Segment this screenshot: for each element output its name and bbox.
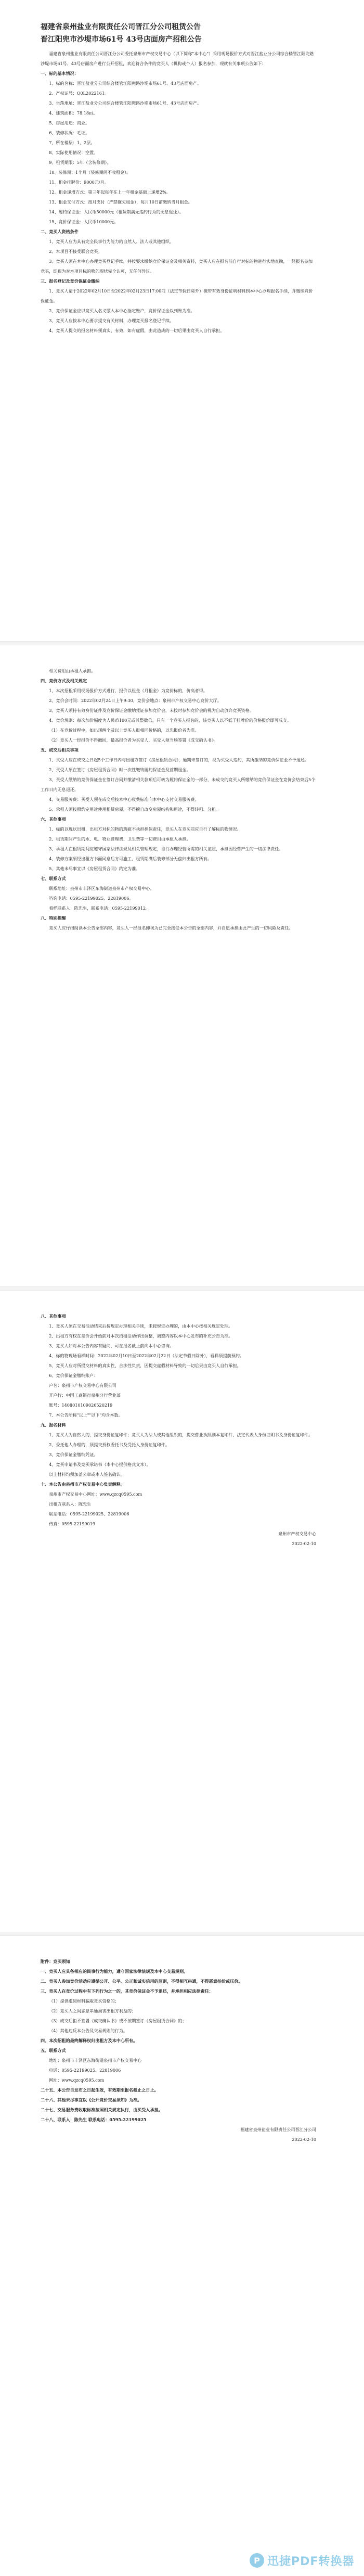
paragraph: 15、竞价保证金：人民币10000元。 xyxy=(49,219,119,224)
paragraph: 福建省泉州盐业有限责任公司晋江分公司 xyxy=(240,2127,316,2132)
paragraph: 泉州市产权交易中心网址：www.qzcq0595.com xyxy=(49,1491,142,1497)
paragraph: 4、竞买申请书及竞买承诺书（本中心提供格式文本）。 xyxy=(49,1462,151,1467)
page-1-body xyxy=(41,21,316,336)
paragraph: 二十五、本公告自发布之日起生效，有效期至报名截止之日止。 xyxy=(41,2087,159,2093)
paragraph: 9、租赁期限：5年（含装修期）。 xyxy=(49,160,111,165)
paragraph: 1、竞买人应为具有完全民事行为能力的自然人、法人或其他组织。 xyxy=(49,239,174,244)
paragraph: 户名：泉州市产权交易中心有限公司 xyxy=(49,1383,116,1388)
paragraph: 3、买受人缴纳的竞价保证金在签订合同并缴清相关款项后可转为履约保证金的一部分，未成交的竞买人所缴纳的竞价保证金在竞价会结束后5个工作日内无息退还。 xyxy=(41,777,316,792)
paragraph: 四、竞价方式及相关规定 xyxy=(41,678,87,683)
paragraph: 三、竞买人在竞价过程中有下列行为之一的，其竞价保证金不予退还，并承担相应法律责任： xyxy=(41,1988,213,1994)
paragraph: 五、成交后相关事项 xyxy=(41,747,79,753)
paragraph: 三、报名登记及竞价保证金缴纳 xyxy=(41,278,100,284)
paragraph: 10、装修期：1个月（装修期间不收租金）。 xyxy=(49,170,131,175)
paragraph: 8、实际使用情况：空置。 xyxy=(49,150,98,155)
paragraph: 二、竞买人参加竞价活动应遵循公开、公平、公正和诚实信用的原则，不得相互串通，不得恶意抬价或压价。 xyxy=(41,1979,243,1984)
paragraph: 网址：www.qzcq0595.com xyxy=(49,2077,105,2083)
document-page-1 xyxy=(0,0,364,640)
paragraph: 2、竞价保证金应以竞买人名义缴入本中心指定账户，竞价保证金以到账为准。 xyxy=(49,308,195,313)
paragraph: 5、其他未尽事宜以《房屋租赁合同》约定为准。 xyxy=(49,866,140,871)
paragraph: 2、产权证号：Q0L2022161。 xyxy=(49,91,109,96)
document-page-2 xyxy=(0,645,364,1285)
paragraph: 2、租赁期间产生的水、电、物业管理费、卫生费等一切费用由承租人承担。 xyxy=(49,836,191,841)
paragraph: 一、标的基本情况： xyxy=(41,71,79,76)
watermark-text: 迅捷PDF转换器 xyxy=(267,2555,355,2568)
page-separator xyxy=(0,1286,364,1291)
paragraph: 电话：0595-22199025、22819006 xyxy=(49,2068,121,2073)
watermark-logo-icon: P xyxy=(250,2553,264,2568)
paragraph: （4）其他违反本公告及交易规则的行为。 xyxy=(49,2028,128,2033)
paragraph: 1、竞买人须在交易活动结束后按规定办理相关手续，未按规定办理的，由本中心按相关规定处理。 xyxy=(49,1323,233,1329)
paragraph: 1、标的名称：晋江盐业分公司综合楼管江阳兜路沙堤市场61号、43号店面房产。 xyxy=(49,81,202,86)
paragraph: 4、标的物现场看样时间：2022年02月10日至2022年02月22日（法定节假日除外），看样须提前预约。 xyxy=(49,1353,244,1358)
paragraph: 1、买受人应在成交之日起5个工作日内与出租方签订《房屋租赁合同》，逾期未签订的，视为买受人违约，其所缴纳的竞价保证金不予退还。 xyxy=(49,757,309,762)
paragraph: 九、报名材料 xyxy=(41,1422,66,1427)
paragraph: 账号：1408010109026520219 xyxy=(49,1402,113,1408)
paragraph: 1、本次招租采用现场报价方式进行，报价以租金（月租金）为竞价标的，价高者得。 xyxy=(49,688,207,693)
paragraph: 2、买受人须在签订《房屋租赁合同》时一次性缴纳履约保证金及首期租金。 xyxy=(49,767,191,772)
paragraph: 1、标的以现状出租，出租方对标的物的瑕疵不承担担保责任，竞买人在竞买前应自行了解标的物情况。 xyxy=(49,826,241,832)
paragraph: （2）竞买人一经报价不得撤回，最高报价者为买受人，买受人须当场签署《成交确认书》。 xyxy=(49,737,218,743)
paragraph: 3、竞买人如对本公告内容有疑问，可在报名截止前向本中心咨询。 xyxy=(49,1343,174,1348)
document-page-3 xyxy=(0,1291,364,1931)
paragraph: 4、装修方案须经出租方书面同意后方可施工，租赁期满后装修部分无偿归出租方所有。 xyxy=(49,856,212,861)
paragraph: 3、竞价保证金缴纳凭证。 xyxy=(49,1452,98,1457)
paragraph: 福建省泉州盐业有限责任公司晋江分公司委托泉州市产权交易中心（以下简称"本中心"）采用现场报价方式对晋江盐业分公司综合楼管江阳兜路沙堤市场61号、43号店面房产进行公开招租，欢迎符合条件的竞买人（机构或个人）报名参加，现就有关事项公告如下： xyxy=(41,51,314,66)
paragraph: （2）竞买人之间恶意串通损害出租方利益的； xyxy=(49,2008,136,2013)
paragraph: 看样联系人：陈先生，联系电话：0595-22199012。 xyxy=(49,906,150,911)
paragraph: 出租方联系人：陈先生 xyxy=(49,1501,92,1507)
paragraph: 7、所在楼层：1、2层。 xyxy=(49,140,95,145)
paragraph: 二十六、其他未尽事宜以《公开竞价交易须知》为准。 xyxy=(41,2097,142,2102)
paragraph: 八、其他事项 xyxy=(41,1313,66,1319)
paragraph: 五、联系方式 xyxy=(41,2048,66,2053)
paragraph: 4、建筑面积：78.18㎡。 xyxy=(49,110,98,116)
page-4-body xyxy=(41,1957,316,2145)
paragraph: 2、出租方有权在竞价会开始前对本次招租活动作出调整，调整内容以本中心发布的补充公告为准。 xyxy=(49,1333,233,1338)
paragraph: 5、承租人须按照约定用途使用租赁房屋，不得擅自改变房屋结构和用途，不得转租、分租。 xyxy=(49,807,220,812)
paragraph: 二十八、联系人：陈先生 联系电话：0595-22199025 xyxy=(41,2117,147,2122)
paragraph: 4、交易服务费：买受人须在成交后按本中心收费标准向本中心支付交易服务费。 xyxy=(49,797,199,802)
paragraph: 八、特别提醒 xyxy=(41,915,66,921)
paragraph: 2、委托他人办理的，须提交授权委托书及受托人身份证复印件。 xyxy=(49,1442,170,1447)
paragraph: 六、其他事项 xyxy=(41,817,66,822)
paragraph: 3、承租人在租赁期间应遵守国家法律法规及相关管理规定，自行办理经营所需的相关证照，承担因经营产生的一切法律责任。 xyxy=(49,846,283,851)
paragraph: 13、租金支付方式：按月支付（严禁拖欠租金），每月10日前缴纳当月租金。 xyxy=(49,199,192,205)
paragraph: 开户行：中国工商银行泉州分行营业部 xyxy=(49,1393,121,1398)
paragraph: 1、竞买人请于2022年02月10日至2022年02月23日17:00前（法定节假日除外）携带有效身份证明材料到本中心办理报名手续，并缴纳竞价保证金。 xyxy=(41,288,313,303)
paragraph: 二、竞买人资格条件 xyxy=(41,229,79,234)
page-4-paragraphs xyxy=(41,1957,316,2145)
paragraph: 5、竞买人应对所提交材料的真实性、合法性负责，因提交虚假材料导致的一切后果由竞买人自行承担。 xyxy=(49,1363,241,1368)
paragraph: 咨询电话：0595-22199025、22819006。 xyxy=(49,896,134,901)
paragraph: 传真：0595-22199019 xyxy=(49,1521,95,1526)
paragraph: 2022-02-10 xyxy=(292,1541,316,1546)
paragraph: 6、装修状况：毛坯。 xyxy=(49,130,90,135)
paragraph: 5、房屋用途：商业。 xyxy=(49,120,90,125)
watermark xyxy=(250,2551,359,2570)
page-separator xyxy=(0,641,364,645)
paragraph: 2022-02-10 xyxy=(292,2137,316,2142)
paragraph: 3、竞买人须在本中心办理竞买登记手续，并按要求缴纳竞价保证金及相关资料，竞买人应在报名前自行对标的物进行实地查勘，一经报名参加竞买，即视为对本项目标的物的现状完全认可，无任何异议。 xyxy=(41,259,313,274)
paragraph: 14、履约保证金：人民币50000元（租赁期满无违约行为的无息退还）。 xyxy=(49,209,184,214)
paragraph: 竞买人应仔细阅读本公告全部内容，竞买人一经报名即视为已完全接受本公告的全部内容，并自愿承担由此产生的一切风险及责任。 xyxy=(49,925,293,930)
paragraph: 联系电话：0595-22199025、22819006 xyxy=(49,1511,129,1516)
paragraph: 四、本次招租的最终解释权归出租方及本中心所有。 xyxy=(41,2038,138,2043)
page-2-paragraphs xyxy=(41,666,316,933)
paragraph: （1）提供虚假材料骗取竞买资格的； xyxy=(49,1998,119,2004)
paragraph: 11、租金挂牌价：9000元/月。 xyxy=(49,180,109,185)
document-page-4 xyxy=(0,1936,364,2576)
paragraph: 12、租金递增方式：第三年起每年在上一年租金基础上递增2%。 xyxy=(49,189,171,195)
page-3-paragraphs xyxy=(41,1311,316,1549)
paragraph: 十、本公告由泉州市产权交易中心负责解释。 xyxy=(41,1482,125,1487)
paragraph: 地址：泉州市丰泽区东海街道泉州市产权交易中心 xyxy=(49,2058,142,2063)
paragraph: 联系地址：泉州市丰泽区东海街道泉州市产权交易中心。 xyxy=(49,886,154,891)
paragraph: 七、联系方式 xyxy=(41,876,66,881)
page-2-body xyxy=(41,666,316,933)
paragraph: 3、竞买人须持有效身份证件及竞价保证金缴纳凭证参加竞价会，未按时参加竞价会的视为自动放弃竞买资格。 xyxy=(49,708,254,713)
paragraph: （3）成交后拒不签署《成交确认书》或不按期签订《房屋租赁合同》的； xyxy=(49,2018,187,2023)
paragraph: 1、竞买人为自然人的，提交身份证复印件；竞买人为法人或其他组织的，提交营业执照副本复印件、法定代表人身份证明书及身份证复印件。 xyxy=(49,1432,313,1437)
paragraph: 附件：竞买须知 xyxy=(41,1959,70,1964)
paragraph: 泉州市产权交易中心 xyxy=(278,1531,316,1536)
paragraph: 4、竞买人提交的报名材料须真实、有效，如有虚假，由此造成的一切后果由竞买人自行承担。 xyxy=(49,328,225,333)
paragraph: 相关费用由承租人承担。 xyxy=(49,668,96,673)
paragraph: 7、本公告所称"以上""以下"均含本数。 xyxy=(49,1412,123,1418)
paragraph: 2、竞价会时间：2022年02月24日上午9:30，竞价会地点：泉州市产权交易中心竞价大厅。 xyxy=(49,698,222,703)
page-1-paragraphs xyxy=(41,49,316,336)
document-title: 福建省泉州盐业有限责任公司晋江分公司租赁公告 xyxy=(41,23,201,31)
paragraph: 6、竞价保证金缴纳账户： xyxy=(49,1373,98,1378)
paragraph: 3、竞买人应按本中心要求提交有关材料，办理竞买报名登记手续。 xyxy=(49,318,174,323)
page-3-body xyxy=(41,1311,316,1549)
paragraph: 二十七、交易服务费收取标准按照相关规定执行，由买受人承担。 xyxy=(41,2107,163,2112)
paragraph: 一、竞买人应具备相应的民事行为能力，遵守国家法律法规及本中心交易规则。 xyxy=(41,1969,188,1974)
document-subtitle: 晋江阳兜市沙堤市场61号 43号店面房产招租公告 xyxy=(41,35,202,44)
paragraph: （1）在竞价过程中，如出现两个及以上竞买人报相同价格的，以先报价者为准。 xyxy=(49,728,199,733)
paragraph: 2、本项目不接受联合竞买。 xyxy=(49,249,102,254)
page-separator xyxy=(0,1932,364,1936)
paragraph: 4、竞价规则：每次加价幅度为人民币100元或其整数倍，只有一个竞买人报名的，该竞买人以不低于挂牌价的价格报价即可成交。 xyxy=(49,718,291,723)
paragraph: 3、坐落地址：晋江盐业分公司综合楼管江阳兜路沙堤市场61号、43号店面房产。 xyxy=(49,100,202,106)
paragraph: 以上材料均须加盖公章或本人签名确认。 xyxy=(49,1472,125,1477)
